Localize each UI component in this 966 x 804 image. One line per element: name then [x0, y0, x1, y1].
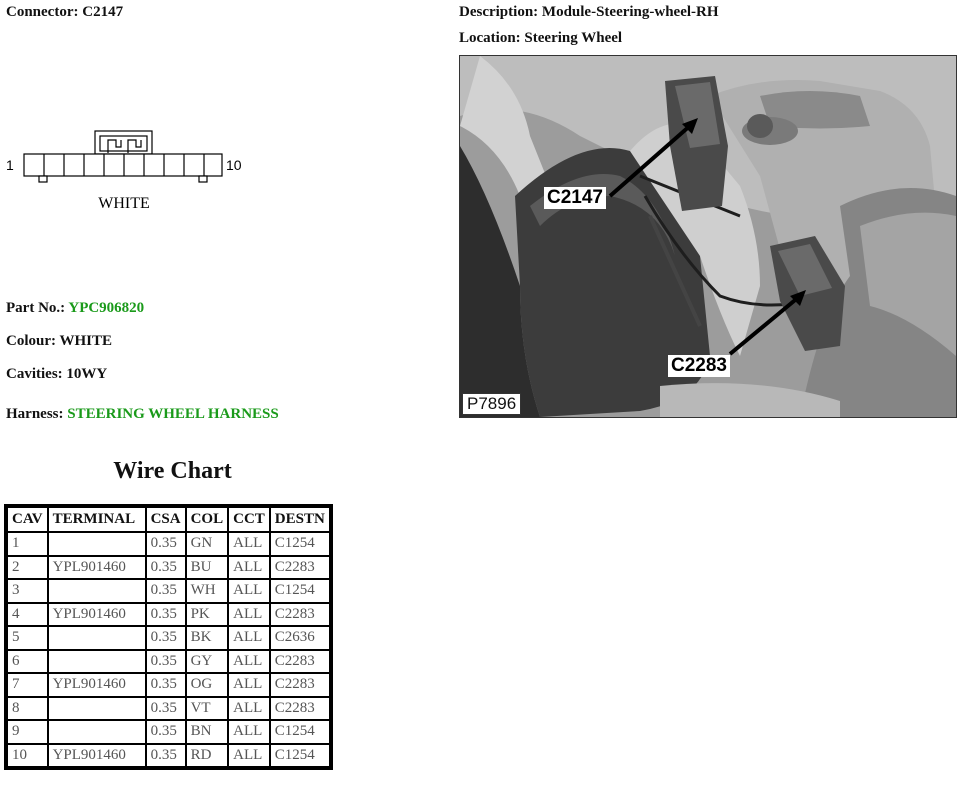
csa-cell: 0.35 — [146, 650, 186, 674]
table-row — [7, 697, 330, 721]
callout-c2283[interactable]: C2283 — [668, 355, 730, 377]
col-cell: BK — [186, 626, 229, 650]
pin-1-label: 1 — [6, 157, 14, 173]
location-value: Steering Wheel — [524, 30, 623, 46]
destn-cell[interactable]: C2283 — [270, 603, 330, 627]
wire-chart-table — [4, 504, 333, 770]
destn-cell[interactable]: C2636 — [270, 626, 330, 650]
table-row — [7, 603, 330, 627]
cct-cell: ALL — [228, 673, 270, 697]
col-header-cct: CCT — [228, 507, 270, 532]
table-row — [7, 556, 330, 580]
location-photo — [459, 55, 957, 418]
part-no-row: Part No.: YPC906820 — [6, 300, 145, 316]
harness-row: Harness: STEERING WHEEL HARNESS — [6, 406, 279, 422]
col-cell: GN — [186, 532, 229, 556]
col-cell: WH — [186, 579, 229, 603]
terminal-cell[interactable]: YPL901460 — [48, 744, 146, 768]
destn-cell[interactable]: C1254 — [270, 579, 330, 603]
cav-cell: 5 — [7, 626, 48, 650]
colour-value: WHITE — [59, 333, 112, 349]
cav-cell: 10 — [7, 744, 48, 768]
cav-cell: 7 — [7, 673, 48, 697]
cavities-row: Cavities: 10WY — [6, 366, 108, 382]
csa-cell: 0.35 — [146, 603, 186, 627]
cav-cell: 6 — [7, 650, 48, 674]
cct-cell: ALL — [228, 697, 270, 721]
table-row — [7, 579, 330, 603]
col-cell: BU — [186, 556, 229, 580]
connector-color-text: WHITE — [98, 195, 150, 212]
col-cell: RD — [186, 744, 229, 768]
csa-cell: 0.35 — [146, 697, 186, 721]
csa-cell: 0.35 — [146, 626, 186, 650]
table-row — [7, 720, 330, 744]
cct-cell: ALL — [228, 650, 270, 674]
col-cell: PK — [186, 603, 229, 627]
connector-key — [95, 131, 152, 154]
col-header-csa: CSA — [146, 507, 186, 532]
terminal-cell[interactable]: YPL901460 — [48, 673, 146, 697]
csa-cell: 0.35 — [146, 532, 186, 556]
destn-cell[interactable]: C2283 — [270, 650, 330, 674]
pin-10-label: 10 — [226, 157, 242, 173]
cct-cell: ALL — [228, 579, 270, 603]
destn-cell[interactable]: C2283 — [270, 673, 330, 697]
connector-value: C2147 — [82, 4, 124, 20]
col-cell: GY — [186, 650, 229, 674]
terminal-cell — [48, 697, 146, 721]
callout-c2147[interactable]: C2147 — [544, 187, 606, 209]
terminal-cell[interactable]: YPL901460 — [48, 603, 146, 627]
col-cell: BN — [186, 720, 229, 744]
cav-cell: 2 — [7, 556, 48, 580]
table-header-row — [7, 507, 330, 532]
cav-cell: 8 — [7, 697, 48, 721]
cav-cell: 1 — [7, 532, 48, 556]
wire-chart-title: Wire Chart — [113, 458, 232, 484]
colour-row: Colour: WHITE — [6, 333, 112, 349]
csa-cell: 0.35 — [146, 744, 186, 768]
table-row — [7, 744, 330, 768]
cav-cell: 4 — [7, 603, 48, 627]
terminal-cell — [48, 626, 146, 650]
cct-cell: ALL — [228, 720, 270, 744]
cct-cell: ALL — [228, 556, 270, 580]
photo-figure-id: P7896 — [462, 393, 521, 415]
description-value: Module-Steering-wheel-RH — [541, 4, 719, 20]
col-header-cav: CAV — [7, 507, 48, 532]
cct-cell: ALL — [228, 532, 270, 556]
location-label: Location: Steering Wheel — [459, 30, 623, 46]
connector-body — [24, 154, 222, 182]
col-cell: OG — [186, 673, 229, 697]
cavities-value: 10WY — [66, 366, 108, 382]
terminal-cell — [48, 650, 146, 674]
cav-cell: 9 — [7, 720, 48, 744]
destn-cell[interactable]: C2283 — [270, 697, 330, 721]
csa-cell: 0.35 — [146, 579, 186, 603]
part-no-value[interactable]: YPC906820 — [68, 300, 145, 316]
col-header-terminal: TERMINAL — [48, 507, 146, 532]
destn-cell[interactable]: C1254 — [270, 532, 330, 556]
cct-cell: ALL — [228, 603, 270, 627]
connector-face-diagram — [0, 120, 260, 220]
terminal-cell[interactable]: YPL901460 — [48, 556, 146, 580]
col-header-destn: DESTN — [270, 507, 330, 532]
col-header-col: COL — [186, 507, 229, 532]
destn-cell[interactable]: C1254 — [270, 720, 330, 744]
cav-cell: 3 — [7, 579, 48, 603]
csa-cell: 0.35 — [146, 720, 186, 744]
terminal-cell — [48, 532, 146, 556]
cct-cell: ALL — [228, 626, 270, 650]
table-row — [7, 673, 330, 697]
col-cell: VT — [186, 697, 229, 721]
table-row — [7, 650, 330, 674]
destn-cell[interactable]: C2283 — [270, 556, 330, 580]
csa-cell: 0.35 — [146, 556, 186, 580]
terminal-cell — [48, 720, 146, 744]
terminal-cell — [48, 579, 146, 603]
csa-cell: 0.35 — [146, 673, 186, 697]
description-label: Description: Module-Steering-wheel-RH — [459, 4, 719, 20]
connector-label: Connector: C2147 — [6, 4, 124, 20]
destn-cell[interactable]: C1254 — [270, 744, 330, 768]
cct-cell: ALL — [228, 744, 270, 768]
table-row — [7, 532, 330, 556]
table-row — [7, 626, 330, 650]
harness-value[interactable]: STEERING WHEEL HARNESS — [67, 406, 279, 422]
